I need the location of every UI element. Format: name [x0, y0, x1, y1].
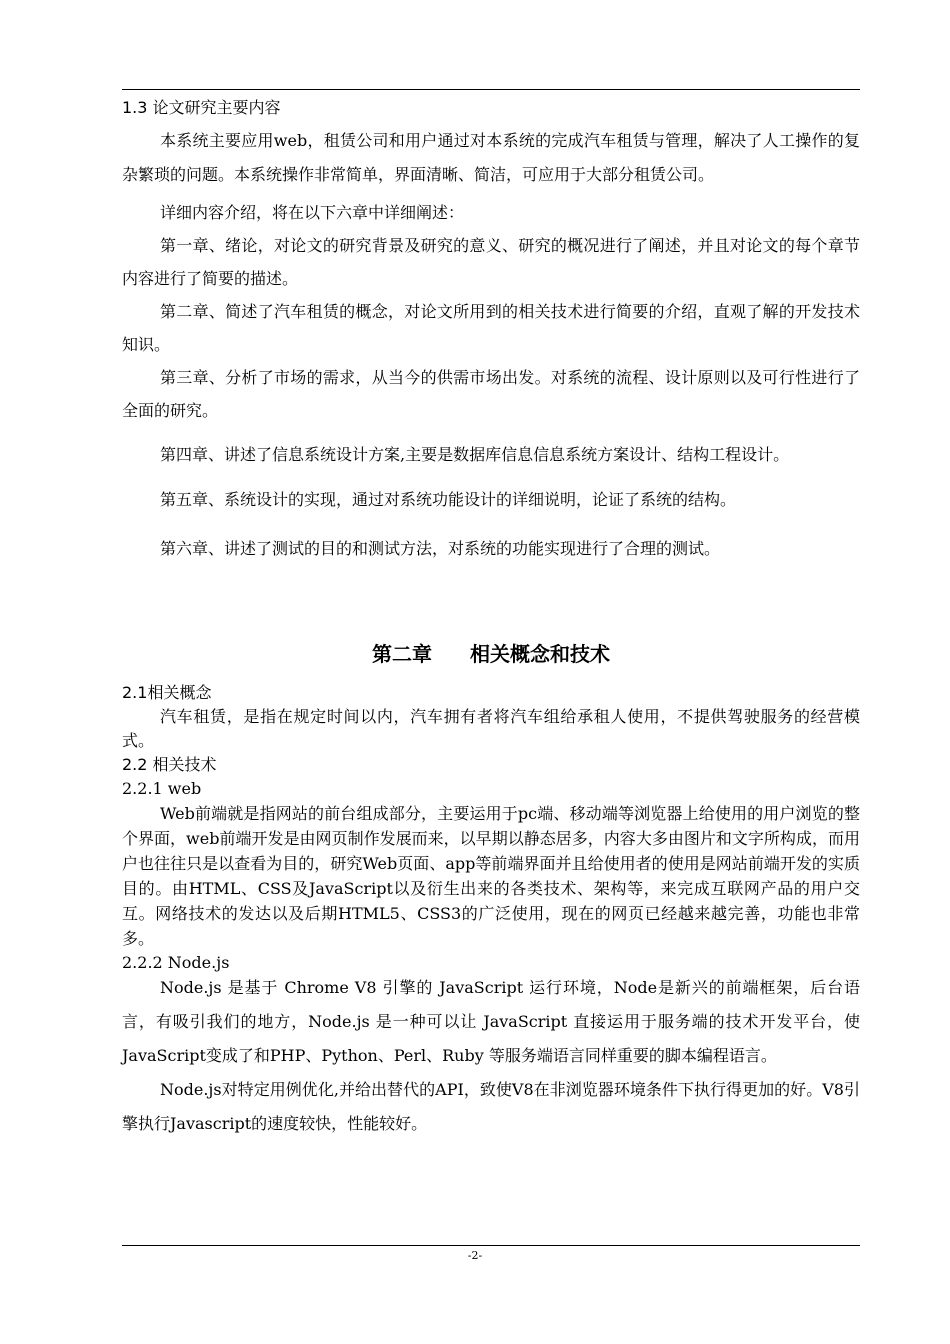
page-body	[122, 96, 860, 1141]
paragraph-2-1: 汽车租赁，是指在规定时间以内，汽车拥有者将汽车组给承租人使用，不提供驾驶服务的经营模式。	[122, 707, 860, 750]
paragraph-2-2-1: Web前端就是指网站的前台组成部分，主要运用于pc端、移动端等浏览器上给使用的用户浏览的整个界面，web前端开发是由网页制作发展而来，以早期以静态居多，内容大多由图片和文字所构成，而用户也往往只是以查看为目的，研究Web页面、app等前端界面并且给使用者的使用是网站前端开发的实质目的。由HTML、CSS及JavaScript以及衍生出来的各类技术、架构等，来完成互联网产品的用户交互。网络技术的发达以及后期HTML5、CSS3的广泛使用，现在的网页已经越来越完善，功能也非常多。	[122, 804, 860, 948]
paragraph-1-3-intro: 本系统主要应用web，租赁公司和用户通过对本系统的完成汽车租赁与管理，解决了人工操作的复杂繁琐的问题。本系统操作非常简单，界面清晰、简洁，可应用于大部分租赁公司。	[122, 131, 860, 184]
chapter-2-name: 相关概念和技术	[470, 642, 610, 666]
heading-1-3: 1.3 论文研究主要内容	[122, 98, 281, 117]
paragraph-chapter-5: 第五章、系统设计的实现，通过对系统功能设计的详细说明，论证了系统的结构。	[160, 490, 737, 509]
heading-2-2: 2.2 相关技术	[122, 755, 217, 774]
paragraph-chapter-2: 第二章、简述了汽车租赁的概念，对论文所用到的相关技术进行简要的介绍，直观了解的开发技术知识。	[122, 302, 860, 354]
heading-2-2-1: 2.2.1 web	[122, 779, 202, 798]
paragraph-chapter-3: 第三章、分析了市场的需求，从当今的供需市场出发。对系统的流程、设计原则以及可行性进行了全面的研究。	[122, 368, 860, 420]
paragraph-1-3-overview: 详细内容介绍，将在以下六章中详细阐述：	[160, 203, 465, 222]
chapter-2-title	[122, 639, 860, 669]
paragraph-chapter-1: 第一章、绪论，对论文的研究背景及研究的意义、研究的概况进行了阐述，并且对论文的每个章节内容进行了简要的描述。	[122, 236, 860, 288]
header-rule	[122, 89, 860, 90]
heading-2-2-2: 2.2.2 Node.js	[122, 953, 230, 972]
paragraph-2-2-2-a: Node.js 是基于 Chrome V8 引擎的 JavaScript 运行环境，Node是新兴的前端框架，后台语言，有吸引我们的地方，Node.js 是一种可以让 JavaScript 直接运用于服务端的技术开发平台，使JavaScript变成了和PHP、Python、Perl、Ruby 等服务端语言同样重要的脚本编程语言。	[122, 978, 860, 1065]
paragraph-2-2-2-b: Node.js对特定用例优化,并给出替代的API，致使V8在非浏览器环境条件下执行得更加的好。V8引擎执行Javascript的速度较快，性能较好。	[122, 1080, 860, 1133]
chapter-2-number: 第二章	[372, 642, 432, 666]
paragraph-chapter-6: 第六章、讲述了测试的目的和测试方法，对系统的功能实现进行了合理的测试。	[160, 539, 721, 558]
paragraph-chapter-4: 第四章、讲述了信息系统设计方案,主要是数据库信息信息系统方案设计、结构工程设计。	[160, 445, 790, 464]
heading-2-1: 2.1相关概念	[122, 683, 212, 702]
footer-rule	[122, 1245, 860, 1246]
page-number: -2-	[467, 1249, 483, 1262]
